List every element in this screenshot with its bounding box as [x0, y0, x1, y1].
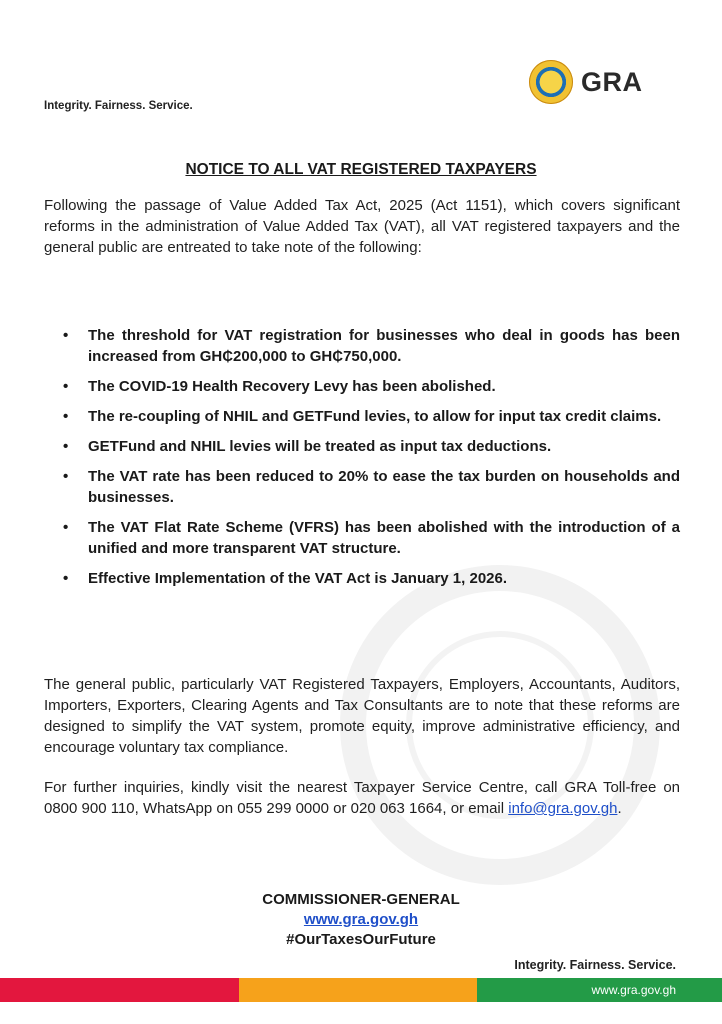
reform-list: [44, 325, 680, 598]
list-item: • The VAT Flat Rate Scheme (VFRS) has been abolished with the introduction of a unified and more transparent VAT structure.: [44, 517, 680, 559]
list-item: • The COVID-19 Health Recovery Levy has been abolished.: [44, 376, 680, 397]
inquiries-text: For further inquiries, kindly visit the nearest Taxpayer Service Centre, call GRA Toll-free on 0800 900 110, WhatsApp on 055 299 0000 or 020 063 1664, or email: [44, 779, 680, 817]
gra-logo: [529, 60, 643, 104]
list-item: • The threshold for VAT registration for businesses who deal in goods has been increased from GH₵200,000 to GH₵750,000.: [44, 325, 680, 367]
gra-seal-icon: [529, 60, 573, 104]
header-motto: Integrity. Fairness. Service.: [44, 100, 193, 112]
footer-orange-segment: [239, 978, 477, 1002]
footer-color-bar: [0, 978, 722, 1002]
signoff-block: [0, 890, 722, 950]
footer-motto: Integrity. Fairness. Service.: [514, 958, 676, 972]
list-item: • The VAT rate has been reduced to 20% to ease the tax burden on households and businesses.: [44, 466, 680, 508]
footer-green-segment: [477, 978, 722, 1002]
hashtag: #OurTaxesOurFuture: [286, 931, 436, 948]
list-item: • Effective Implementation of the VAT Act is January 1, 2026.: [44, 568, 680, 589]
footer-website[interactable]: www.gra.gov.gh: [591, 983, 676, 997]
website-link[interactable]: www.gra.gov.gh: [303, 911, 419, 928]
list-item: • The re-coupling of NHIL and GETFund levies, to allow for input tax credit claims.: [44, 406, 680, 427]
list-item: • GETFund and NHIL levies will be treated as input tax deductions.: [44, 436, 680, 457]
inquiries-end: .: [617, 800, 622, 817]
email-link[interactable]: info@gra.gov.gh: [508, 800, 618, 817]
outro-paragraph: The general public, particularly VAT Registered Taxpayers, Employers, Accountants, Auditors, Importers, Exporters, Clearing Agents and Tax Consultants are to note that these reforms are designed to simplify the VAT system, promote equity, improve administrative efficiency, and encourage voluntary tax compliance.: [44, 676, 680, 756]
logo-text: GRA: [581, 66, 643, 97]
inquiries-paragraph: [44, 777, 680, 819]
intro-paragraph: Following the passage of Value Added Tax Act, 2025 (Act 1151), which covers significant reforms in the administration of Value Added Tax (VAT), all VAT registered taxpayers and the general public are entreated to take note of the following:: [44, 197, 680, 256]
notice-title: NOTICE TO ALL VAT REGISTERED TAXPAYERS: [185, 161, 537, 178]
footer-red-segment: [0, 978, 239, 1002]
signoff-title: COMMISSIONER-GENERAL: [262, 891, 460, 908]
